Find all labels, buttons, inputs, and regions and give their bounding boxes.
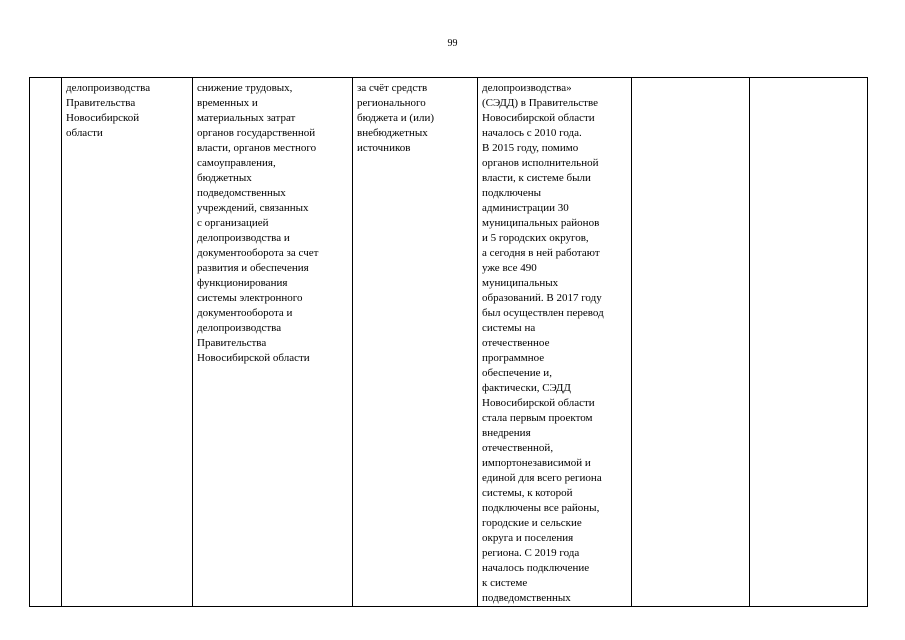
table-row bbox=[30, 78, 868, 607]
table-cell-empty bbox=[750, 78, 868, 607]
table-cell-empty bbox=[632, 78, 750, 607]
table-cell-name bbox=[62, 78, 193, 607]
cell-text: снижение трудовых, временных и материальных затрат органов государственной власти, органов местного самоуправления, бюджетных подведомственных учреждений, связанных с организацией делопроизводства и документооборота за счет развития и обеспечения функционирования системы электронного документооборота и делопроизводства Правительства Новосибирской области bbox=[197, 82, 319, 364]
table-cell-description bbox=[478, 78, 632, 607]
cell-text: делопроизводства» (СЭДД) в Правительстве Новосибирской области началось с 2010 года. В 2015 году, помимо органов исполнительной власти, к системе были подключены администрации 30 муниципальных районов и 5 городских округов, а сегодня в ней работают уже все 490 муниципальных образований. В 2017 году был осуществлен перевод системы на отечественное программное обеспечение и, фактически, СЭДД Новосибирской области стала первым проектом внедрения отечественной, импортонезависимой и единой для всего региона системы, к которой подключены все районы, городские и сельские округа и поселения региона. С 2019 года началось подключение к системе подведомственных bbox=[482, 82, 604, 604]
document-table bbox=[29, 77, 868, 607]
cell-text: за счёт средств регионального бюджета и (или) внебюджетных источников bbox=[357, 82, 434, 154]
page-number: 99 bbox=[447, 38, 458, 49]
table-cell-number bbox=[30, 78, 62, 607]
cell-text: делопроизводства Правительства Новосибирской области bbox=[66, 82, 151, 139]
table-cell-funding bbox=[353, 78, 478, 607]
table-cell-goal bbox=[193, 78, 353, 607]
